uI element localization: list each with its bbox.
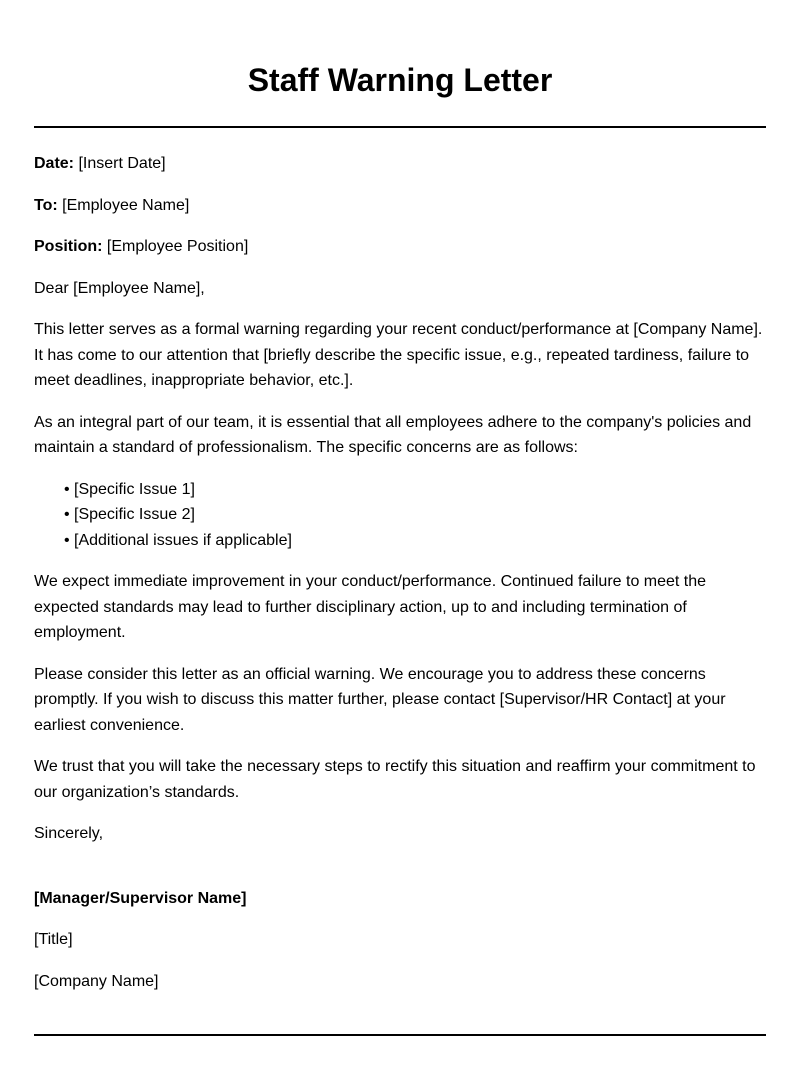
salutation: Dear [Employee Name], bbox=[34, 279, 205, 297]
position-line bbox=[34, 234, 766, 260]
to-label: To: bbox=[34, 196, 58, 214]
bullet-icon: • bbox=[64, 531, 70, 549]
issue-text: [Specific Issue 1] bbox=[74, 480, 195, 498]
position-label: Position: bbox=[34, 238, 103, 255]
to-value: [Employee Name] bbox=[62, 196, 190, 214]
issue-text: [Specific Issue 2] bbox=[74, 506, 195, 523]
letter-body bbox=[34, 151, 766, 994]
list-item bbox=[64, 528, 766, 554]
list-item bbox=[64, 502, 766, 528]
issue-text: [Additional issues if applicable] bbox=[74, 531, 292, 549]
signature-name: [Manager/Supervisor Name] bbox=[34, 889, 247, 907]
bullet-icon: • bbox=[64, 480, 70, 498]
top-divider bbox=[34, 126, 766, 128]
paragraph-trust: We trust that you will take the necessary steps to rectify this situation and reaffirm your commitment to our organization’s standards. bbox=[34, 758, 756, 801]
paragraph-official-warning: Please consider this letter as an official warning. We encourage you to address these concerns promptly. If you wish to discuss this matter further, please contact [Supervisor/HR Contact] at your earliest convenience. bbox=[34, 665, 726, 734]
issues-list bbox=[34, 477, 766, 554]
paragraph-policy: As an integral part of our team, it is essential that all employees adhere to the company's policies and maintain a standard of professionalism. The specific concerns are as follows: bbox=[34, 413, 752, 456]
paragraph-expectation: We expect immediate improvement in your conduct/performance. Continued failure to meet the expected standards may lead to further disciplinary action, up to and including termination of employment. bbox=[34, 573, 707, 641]
to-line bbox=[34, 193, 766, 219]
position-value: [Employee Position] bbox=[106, 238, 249, 255]
bottom-divider bbox=[34, 1034, 766, 1036]
date-label: Date: bbox=[34, 155, 75, 172]
bullet-icon: • bbox=[64, 506, 70, 523]
date-value: [Insert Date] bbox=[78, 155, 166, 172]
signature-title: [Title] bbox=[34, 931, 73, 948]
date-line bbox=[34, 151, 766, 177]
signature-company: [Company Name] bbox=[34, 972, 159, 990]
closing: Sincerely, bbox=[34, 825, 104, 842]
page-title: Staff Warning Letter bbox=[247, 62, 553, 98]
list-item bbox=[64, 477, 766, 503]
paragraph-intro: This letter serves as a formal warning regarding your recent conduct/performance at [Company Name]. It has come to our attention that [briefly describe the specific issue, e.g., repeated tardiness, failure to meet deadlines, inappropriate behavior, etc.]. bbox=[34, 321, 763, 389]
